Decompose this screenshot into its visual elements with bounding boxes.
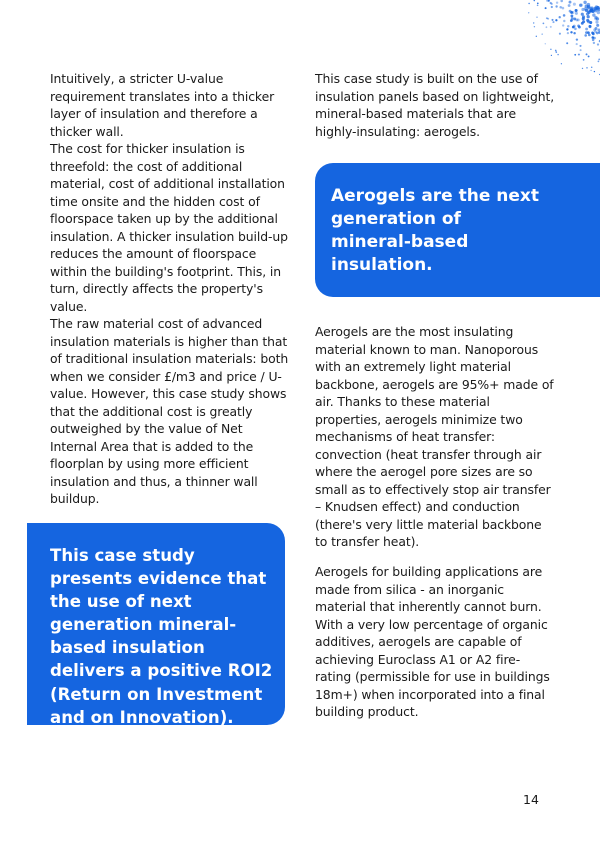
decorative-dot-pattern — [520, 0, 600, 80]
paragraph-aerogels-insulating: Aerogels are the most insulating material known to man. Nanoporous with an extremely light material backbone, aerogels are 95%+ made of air. Thanks to these material properties, aerogels minimize two mechanisms of heat transfer: convection (heat transfer through air where the aerogel pore sizes are so small as to effectively stop air transfer – Knudsen effect) and conduction (there's very little material backbone to transfer heat). — [315, 324, 554, 549]
paragraph-raw-material-cost: The raw material cost of advanced insulation materials is higher than that of traditional insulation materials: both when we consider £/m3 and price / U-value. However, this case study shows that the additional cost is greatly outweighed by the value of Net Internal Area that is added to the floorplan by using more efficient insulation and thus, a thinner wall buildup. — [50, 316, 289, 506]
page-number: 14 — [523, 792, 539, 807]
paragraph-insulation-cost: The cost for thicker insulation is threefold: the cost of additional material, cost of additional installation time onsite and the hidden cost of floorspace taken up by the additional insulation. A thicker insulation build-up reduces the amount of floorspace within the building's footprint. This, in turn, directly affects the property's value. — [50, 141, 288, 314]
paragraph-aerogels-building: Aerogels for building applications are made from silica - an inorganic material that inherently cannot burn. With a very low percentage of organic additives, aerogels are capable of achieving Euroclass A1 or A2 fire-rating (permissible for use in buildings 18m+) when incorporated into a final building product. — [315, 564, 550, 719]
right-column-aerogels — [315, 323, 557, 551]
paragraph-intro: This case study is built on the use of insulation panels based on lightweight, mineral-based materials that are highly-insulating: aerogels. — [315, 71, 555, 139]
callout-text: This case study presents evidence that the use of next generation mineral-based insulation delivers a positive ROI2 (Return on Investment and on Innovation). — [50, 546, 273, 727]
callout-aerogels-next-generation — [315, 163, 600, 297]
callout-positive-roi — [27, 523, 285, 725]
paragraph-u-value: Intuitively, a stricter U-value requirement translates into a thicker layer of insulation and therefore a thicker wall. — [50, 71, 275, 139]
callout-text: Aerogels are the next generation of mineral-based insulation. — [331, 186, 540, 275]
right-column-building — [315, 563, 555, 721]
right-column-intro — [315, 70, 557, 140]
left-column — [50, 70, 290, 508]
